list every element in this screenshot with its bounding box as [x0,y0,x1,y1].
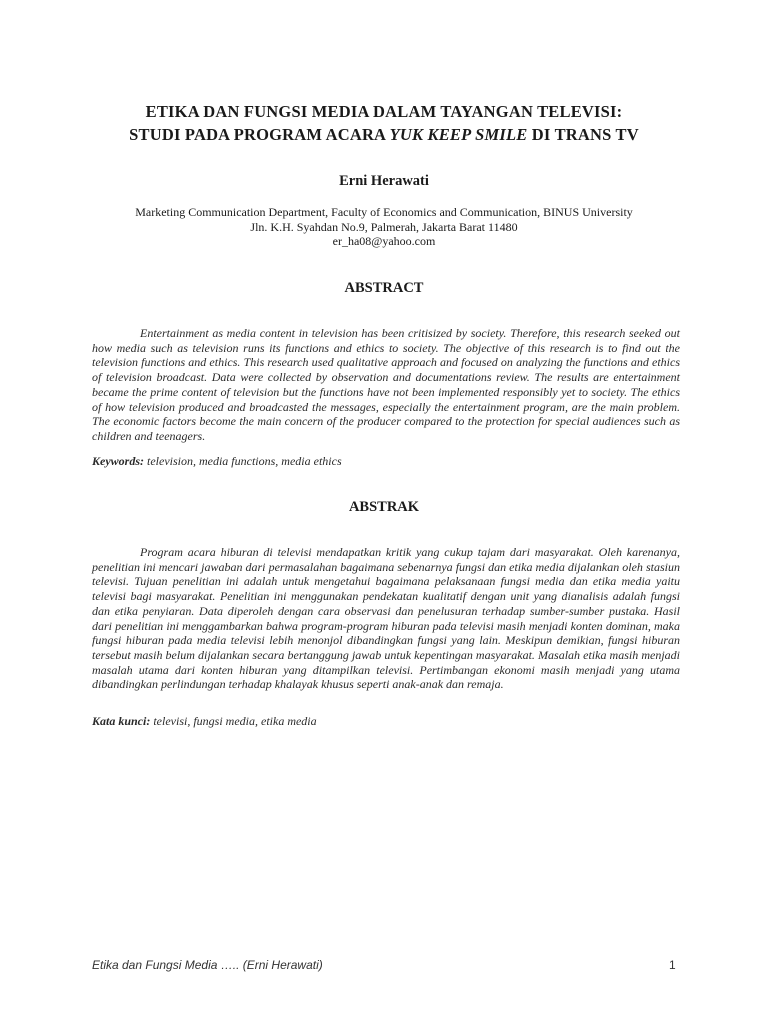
affiliation-department: Marketing Communication Department, Faculty of Economics and Communication, BINUS University [135,205,633,219]
keywords-label: Keywords: [92,454,144,468]
keywords-list: television, media functions, media ethics [144,454,342,468]
kata-kunci [92,714,680,729]
abstrak-heading: ABSTRAK [348,499,420,515]
title-line-2-start: STUDI PADA PROGRAM ACARA [129,125,390,144]
abstrak-text: Program acara hiburan di televisi mendapatkan kritik yang cukup tajam dari masyarakat. Oleh karenanya, penelitian ini mencari jawaban dari permasalahan bagaimana sebenarnya fungsi dan etika media dijalankan oleh stasiun televisi. Tujuan penelitian ini adalah untuk mengetahui bagaimana pelaksanaan fungsi media dan etika media yaitu televisi bagi masyarakat. Penelitian ini menggunakan pendekatan kualitatif dengan unit yang dianalisis adalah fungsi dan etika penyiaran. Data diperoleh dengan cara observasi dan penelusuran terhadap sumber-sumber pustaka. Hasil dari penelitian ini menggambarkan bahwa program-program hiburan pada televisi masih menjadi konten dominan, maka fungsi hiburan pada media televisi lebih menonjol dibandingkan fungsi yang lain. Meskipun demikian, fungsi hiburan tersebut masih belum dijalankan secara bertanggung jawab untuk kepentingan masyarakat. Masalah etika masih menjadi masalah utama dari konten hiburan yang ditampilkan televisi. Pertimbangan ekonomi masih menjadi yang utama dibandingkan perlindungan terhadap khalayak khusus seperti anak-anak dan remaja. [92,545,680,692]
author-name: Erni Herawati [339,173,429,189]
paper-title [40,100,728,146]
abstract-heading: ABSTRACT [344,280,424,296]
title-line-1: ETIKA DAN FUNGSI MEDIA DALAM TAYANGAN TELEVISI: [145,102,623,121]
page-number: 1 [669,958,676,972]
abstract-text: Entertainment as media content in television has been critisized by society. Therefore, this research seeked out how media such as television runs its functions and ethics to society. The objective of this research is to find out the television functions and ethics. This research used qualitative approach and focused on analyzing the functions and ethics of television broadcast. Data were collected by observation and documentations review. The results are entertainment became the prime content of television but the functions have not been implemented responsibly yet to society. The ethics of how television produced and broadcasted the messages, especially the entertainment program, are the main problem. The economic factors become the main concern of the producer compared to the protection for special audiences such as children and teenagers. [92,326,680,443]
affiliation-address: Jln. K.H. Syahdan No.9, Palmerah, Jakarta Barat 11480 [250,219,518,234]
title-program-name: YUK KEEP SMILE [389,125,528,144]
footer-running-title: Etika dan Fungsi Media ….. (Erni Herawati) [92,958,323,972]
author-email: er_ha08@yahoo.com [332,234,436,248]
title-line-2-end: DI TRANS TV [527,125,639,144]
title-line-2 [40,123,728,146]
keywords [92,454,680,469]
kata-kunci-list: televisi, fungsi media, etika media [150,714,317,728]
affiliation [0,205,768,249]
kata-kunci-label: Kata kunci: [92,714,151,728]
